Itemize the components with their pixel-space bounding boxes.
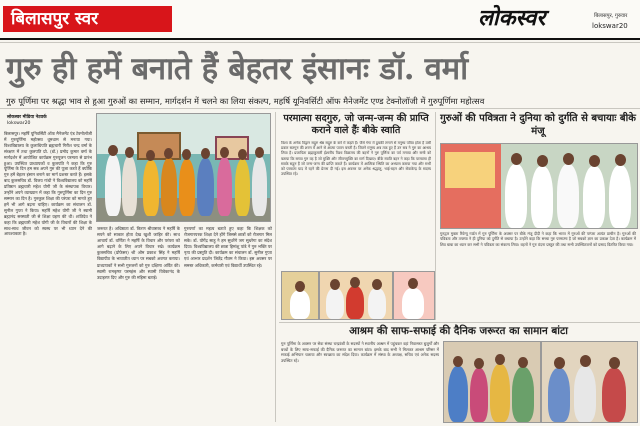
bk-photo-2 <box>319 271 393 320</box>
bk-swati-headline: परमात्मा सदगुरु, जो जन्म-जन्म की प्राप्ति कराने वाले हैंः बीके स्वाति <box>283 113 429 136</box>
lead-col2-text: जरूरत है। अधिष्ठाता डॉ. किरण श्रीवास्तव ने महर्षि के सपने को साकार होता देख खुशी जाहिर की। साथ आचार्य डॉ. वर्णिता ने महर्षि के विचार और परंपरा को आगे बढ़ाने के लिए अपने विचार रखे। कार्यक्रम कुलसचिव (प्रोफेसर) श्री ओम प्रकाश सिंह ने महर्षि विद्यापीठ के भावातीत ध्यान पर सबको अवगत कराया। प्राध्यापकों ने सभी गुरुजनों को गुरु दक्षिणा अर्पित की। स्वामी रामकृष्ण परमहंस और स्वामी विवेकानंद के उदाहरण दिए और गुरु की महिमा बताई। <box>97 226 180 280</box>
bk-photo-3 <box>393 271 435 320</box>
byline-site: lokswar20 <box>7 121 31 126</box>
ashram-headline: आश्रम की साफ-सफाई की दैनिक जरूरत का सामान बांटा <box>349 325 568 337</box>
bk-manju-photo <box>440 143 638 229</box>
paper-name: लोकस्वर <box>478 5 546 31</box>
bottom-story-rule <box>279 322 640 323</box>
byline: लोकस्वर मीडिया नेटवर्क <box>7 115 47 120</box>
subhead-rule <box>0 108 640 109</box>
ashram-photo-2 <box>541 341 638 423</box>
ashram-text: गुरु पूर्णिमा के अवसर पर सेवा संस्था चन्द्रवंशी के सदस्यों ने स्थानीय आश्रम में पहुंचकर वहां निवासरत बुजुर्गों और बच्चों के लिए साफ-सफाई की दैनिक जरूरत का सामान बांटा। इसके बाद सभी ने मिलकर आश्रम परिसर में सफाई अभियान चलाया और स्वच्छता का संदेश दिया। कार्यक्रम में संस्था के अध्यक्ष, सचिव एवं अनेक सदस्य उपस्थित रहे। <box>281 341 439 363</box>
bk-manju-text: गुरुद्वार मुक्ता रिवेन्यू गार्डन में गुरु पूर्णिमा के अवसर पर बीके मंजू दीदी ने कहा कि भारत में गुरुओं की परंपरा अत्यंत प्राचीन है। गुरुओं की पवित्रता और तपस्या ने ही दुनिया को दुर्गति से बचाया है। उन्होंने कहा कि सच्चा गुरु परमात्मा है जो सबको ज्ञान का प्रकाश देता है। कार्यक्रम में शिव बाबा का ध्यान कर सभी ने पवित्रता का संकल्प लिया। बहनों ने गुरु वंदना प्रस्तुत की तथा सभी उपस्थितजनों को प्रसाद वितरित किया गया। <box>440 231 636 247</box>
section-title: बिलासपुर स्वर <box>3 6 172 32</box>
masthead-date: बिलासपुर, गुरुवार <box>594 13 628 19</box>
bk-swati-text: विश्व के अनेक विद्वान सद्गुरु श्रेष्ठ सद्गुरु के बारे में कहते हैं। जैसे गंगा में डुबकी लगाने से मनुष्य पवित्र होता है उसी प्रकार सतगुरु की शरण में आने से आत्मा पावन बनती है। जितने मनुष्य अब तक हुए हैं उन सब ने गुरु का आश्रय लिया है। प्रजापिता ब्रह्माकुमारी ईश्वरीय विश्व विद्यालय की बहनों ने गुरु पूर्णिमा का पर्व मनाया और सभी को बताया कि सच्चा गुरु वह है जो मुक्ति और जीवनमुक्ति का मार्ग दिखाए। बीके स्वाति बहन ने कहा कि परमात्मा ही सबके सद्गुरु हैं जो जन्म-जन्म की प्राप्ति कराते हैं। कार्यक्रम में आत्मिक स्थिति का अभ्यास कराया गया और सभी को परमात्म याद में रहने की प्रेरणा दी गई। इस अवसर पर अनेक श्रद्धालु, भाई-बहन और सेवाकेन्द्र के सदस्य उपस्थित रहे। <box>281 141 431 177</box>
column-divider <box>275 112 276 422</box>
masthead-site: lokswar20 <box>592 22 628 30</box>
masthead-rule <box>0 38 640 40</box>
masthead-rule-thin <box>0 42 640 43</box>
lead-subheadline: गुरु पूर्णिमा पर श्रद्धा भाव से हुआ गुरुओं का सम्मान, मार्गदर्शन में चलने का लिया संकल्प, महर्षि यूनिवर्सिटी ऑफ मैनेजमेंट एण्ड टेक्नोलॉजी में गुरुपूर्णिमा महोत्सव <box>6 96 485 106</box>
column-divider-2 <box>435 112 436 320</box>
lead-col1-text: बिलासपुर। महर्षि यूनिवर्सिटी ऑफ मैनेजमेंट एंड टेक्नोलॉजी में गुरुपूर्णिमा महोत्सव धूमधाम से मनाया गया। विश्वविद्यालय के कुलाधिपति ब्रह्मचारी गिरीश चन्द्र वर्मा के संरक्षण में तथा कुलपति प्रो. (डॉ.) प्रमोद कुमार वर्मा के मार्गदर्शन में आयोजित कार्यक्रम गुरुपूजन परम्परा से प्रारंभ हुआ। उपस्थित प्राध्यापकों व कुलपति ने कहा कि गुरु पूर्णिमा के दिन हम सब अपने गुरु की पूजा करते हैं क्योंकि गुरु हमें बेहतर इंसान बनाने का मार्ग प्रशस्त करते हैं। इसके बाद कुलसचिव डॉ. विजय गांधी ने विश्वविद्यालय को महर्षि प्रतिष्ठान ब्रह्मचारी महेश योगी जी के संस्थापक विचार। उन्होंने अपने व्याख्यान में कहा कि गुरुपूर्णिमा का दिन गुरु सम्मान का दिन है। गुरुकुल शिक्षा की परंपरा को मानते हुए हमें भी आगे बढ़ना चाहिए। कार्यक्रम का संचालन डॉ. सुनील गुप्ता ने किया। महर्षि महेश योगी जी ने स्वामी ब्रह्मानंद सरस्वती जी से शिक्षा ग्रहण की थी। शांतिदेव ने कहा कि ब्रह्मचारी महेश योगी जी के विचारों की शिक्षा के साथ-साथ जीवन को स्वस्थ पर भी ध्यान देने की आवश्यकता है। <box>4 131 92 237</box>
lead-headline: गुरु ही हमें बनाते हैं बेहतर इंसानः डॉ. वर्मा <box>6 51 468 87</box>
group-photo <box>96 113 271 222</box>
lead-col3-text: गुरुपर्णा का महत्व बताते हुए कहा कि शिक्षक को रोजगारपरक शिक्षा देने होंगे जिससे छात्रों को रोजगार मिल सके। डॉ. योगेंद्र साहू ने हम सुधरेंगे जग सुधरेगा का संदेश दिया। विश्वविद्यालय की छात्रा हिमांशु पांडे ने गुरु भक्ति पर नृत्य की प्रस्तुति दी। कार्यक्रम का संचालन डॉ. सुनील गुप्ता एवं आभार प्रदर्शन जितेंद्र गौतम ने किया। इस अवसर पर समस्त अधिकारी, कर्मचारी एवं विद्यार्थी उपस्थित रहे। <box>184 226 272 268</box>
ashram-photo-1 <box>443 341 541 423</box>
bk-manju-headline: गुरुओं की पवित्रता ने दुनिया को दुर्गति से बचायाः बीके मंजू <box>440 113 636 137</box>
bk-photo-1 <box>281 271 319 320</box>
